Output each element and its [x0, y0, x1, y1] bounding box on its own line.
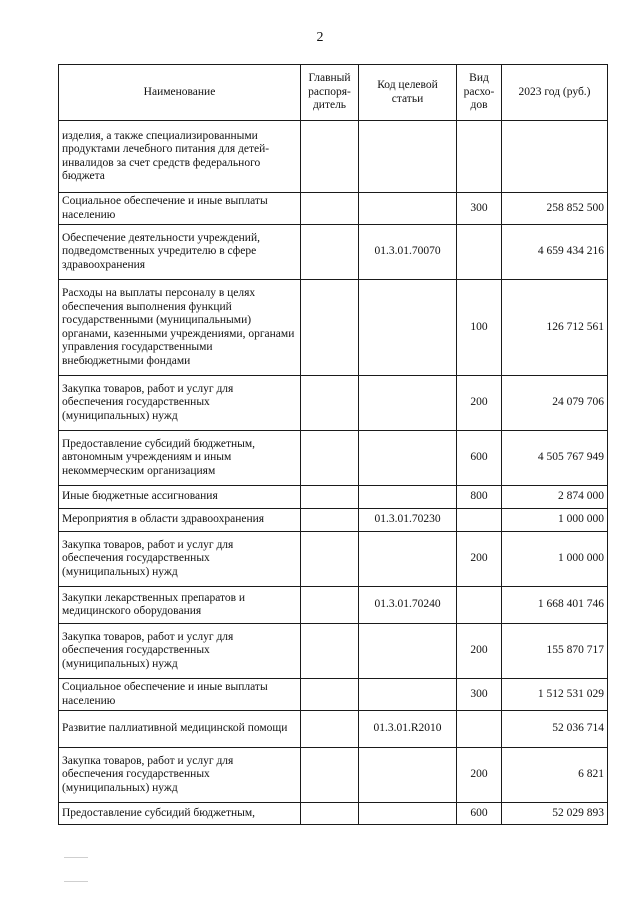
- table-row: [59, 376, 608, 431]
- row-target-code: [359, 803, 457, 825]
- table-row: [59, 803, 608, 825]
- row-manager: [301, 587, 359, 624]
- row-expense-type: 300: [457, 193, 502, 225]
- row-amount: 2 874 000: [502, 486, 608, 509]
- table-row: [59, 748, 608, 803]
- row-target-code: 01.3.01.70070: [359, 225, 457, 280]
- row-amount: 1 668 401 746: [502, 587, 608, 624]
- header-target-code: Код целевой статьи: [359, 65, 457, 121]
- table-row: [59, 711, 608, 748]
- row-expense-type: [457, 711, 502, 748]
- row-expense-type: [457, 509, 502, 532]
- row-name: изделия, а также специализированными продуктами лечебного питания для детей-инвалидов за счет средств федерального бюджета: [59, 121, 301, 193]
- row-manager: [301, 225, 359, 280]
- row-name: Закупка товаров, работ и услуг для обеспечения государственных (муниципальных) нужд: [59, 748, 301, 803]
- row-name: Закупка товаров, работ и услуг для обеспечения государственных (муниципальных) нужд: [59, 376, 301, 431]
- row-target-code: [359, 748, 457, 803]
- row-name: Социальное обеспечение и иные выплаты населению: [59, 679, 301, 711]
- row-target-code: [359, 624, 457, 679]
- budget-table: [58, 64, 608, 825]
- table-row: [59, 486, 608, 509]
- row-target-code: [359, 532, 457, 587]
- row-target-code: 01.3.01.70240: [359, 587, 457, 624]
- row-name: Иные бюджетные ассигнования: [59, 486, 301, 509]
- row-target-code: 01.3.01.R2010: [359, 711, 457, 748]
- row-name: Предоставление субсидий бюджетным, автономным учреждениям и иным некоммерческим организациям: [59, 431, 301, 486]
- row-amount: 258 852 500: [502, 193, 608, 225]
- row-amount: 1 512 531 029: [502, 679, 608, 711]
- row-target-code: 01.3.01.70230: [359, 509, 457, 532]
- row-amount: 52 029 893: [502, 803, 608, 825]
- table-row: [59, 679, 608, 711]
- row-name: Обеспечение деятельности учреждений, подведомственных учредителю в сфере здравоохранения: [59, 225, 301, 280]
- row-expense-type: 600: [457, 803, 502, 825]
- row-expense-type: 200: [457, 376, 502, 431]
- row-expense-type: [457, 225, 502, 280]
- row-amount: [502, 121, 608, 193]
- table-row: [59, 431, 608, 486]
- row-expense-type: 100: [457, 280, 502, 376]
- row-name: Предоставление субсидий бюджетным,: [59, 803, 301, 825]
- header-name: Наименование: [59, 65, 301, 121]
- row-manager: [301, 532, 359, 587]
- row-expense-type: [457, 587, 502, 624]
- row-manager: [301, 376, 359, 431]
- row-target-code: [359, 121, 457, 193]
- row-amount: 126 712 561: [502, 280, 608, 376]
- row-name: Закупка товаров, работ и услуг для обеспечения государственных (муниципальных) нужд: [59, 624, 301, 679]
- row-manager: [301, 431, 359, 486]
- table-row: [59, 280, 608, 376]
- row-manager: [301, 509, 359, 532]
- row-target-code: [359, 280, 457, 376]
- row-name: Расходы на выплаты персоналу в целях обеспечения выполнения функций государственными (муниципальными) органами, казенными учреждениями, органами управления государственными внебюджетными фондами: [59, 280, 301, 376]
- row-amount: 1 000 000: [502, 532, 608, 587]
- row-name: Закупки лекарственных препаратов и медицинского оборудования: [59, 587, 301, 624]
- row-manager: [301, 624, 359, 679]
- row-manager: [301, 121, 359, 193]
- row-name: Закупка товаров, работ и услуг для обеспечения государственных (муниципальных) нужд: [59, 532, 301, 587]
- row-expense-type: 600: [457, 431, 502, 486]
- row-manager: [301, 711, 359, 748]
- row-target-code: [359, 679, 457, 711]
- table-row: [59, 624, 608, 679]
- header-amount: 2023 год (руб.): [502, 65, 608, 121]
- row-name: Развитие паллиативной медицинской помощи: [59, 711, 301, 748]
- row-expense-type: [457, 121, 502, 193]
- row-expense-type: 300: [457, 679, 502, 711]
- row-amount: 155 870 717: [502, 624, 608, 679]
- table-header-row: [59, 65, 608, 121]
- header-manager: Главный распоря- дитель: [301, 65, 359, 121]
- row-expense-type: 200: [457, 532, 502, 587]
- row-expense-type: 800: [457, 486, 502, 509]
- table-row: [59, 532, 608, 587]
- row-amount: 24 079 706: [502, 376, 608, 431]
- scan-artifact: [64, 881, 88, 882]
- row-manager: [301, 280, 359, 376]
- page-number: 2: [316, 30, 324, 45]
- row-target-code: [359, 486, 457, 509]
- row-target-code: [359, 431, 457, 486]
- table-row: [59, 587, 608, 624]
- row-manager: [301, 748, 359, 803]
- scan-artifact: [64, 857, 88, 858]
- row-amount: 6 821: [502, 748, 608, 803]
- row-name: Социальное обеспечение и иные выплаты населению: [59, 193, 301, 225]
- row-name: Мероприятия в области здравоохранения: [59, 509, 301, 532]
- table-row: [59, 509, 608, 532]
- header-expense-type: Вид расхо- дов: [457, 65, 502, 121]
- row-target-code: [359, 376, 457, 431]
- row-manager: [301, 486, 359, 509]
- table-body: [59, 121, 608, 825]
- row-manager: [301, 193, 359, 225]
- table-row: [59, 193, 608, 225]
- row-expense-type: 200: [457, 624, 502, 679]
- row-amount: 1 000 000: [502, 509, 608, 532]
- table-row: [59, 121, 608, 193]
- row-expense-type: 200: [457, 748, 502, 803]
- row-target-code: [359, 193, 457, 225]
- row-manager: [301, 803, 359, 825]
- row-amount: 52 036 714: [502, 711, 608, 748]
- table-row: [59, 225, 608, 280]
- row-amount: 4 505 767 949: [502, 431, 608, 486]
- row-manager: [301, 679, 359, 711]
- row-amount: 4 659 434 216: [502, 225, 608, 280]
